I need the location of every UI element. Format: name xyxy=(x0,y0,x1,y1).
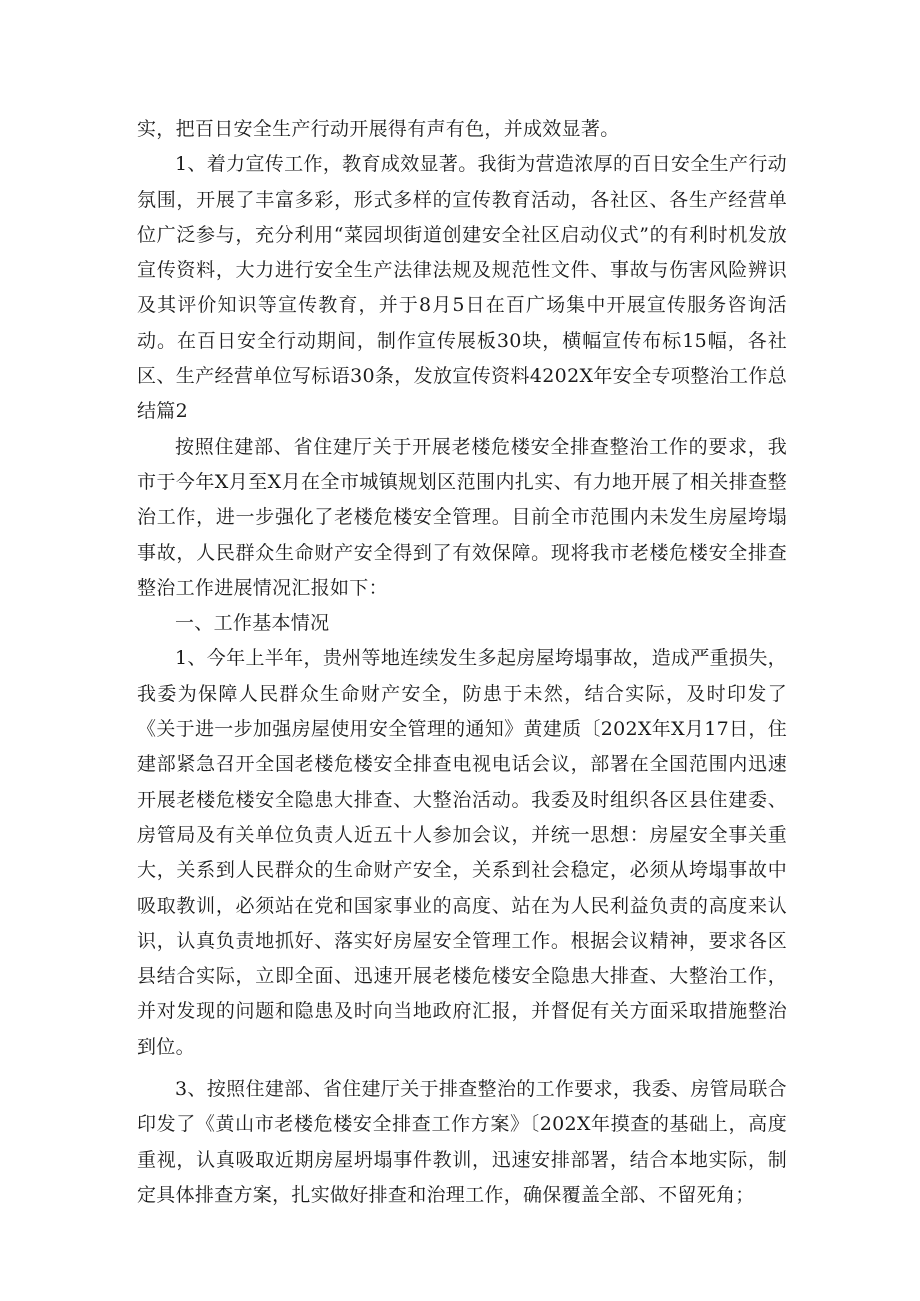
paragraph-item-1: 1、今年上半年，贵州等地连续发生多起房屋垮塌事故，造成严重损失，我委为保障人民群众生命财产安全，防患于未然，结合实际，及时印发了《关于进一步加强房屋使用安全管理的通知》黄建质〔202X年X月17日，住建部紧急召开全国老楼危楼安全排查电视电话会议，部署在全国范围内迅速开展老楼危楼安全隐患大排查、大整治活动。我委及时组织各区县住建委、房管局及有关单位负责人近五十人参加会议，并统一思想：房屋安全事关重大，关系到人民群众的生命财产安全，关系到社会稳定，必须从垮塌事故中吸取教训，必须站在党和国家事业的高度、站在为人民利益负责的高度来认识，认真负责地抓好、落实好房屋安全管理工作。根据会议精神，要求各区县结合实际，立即全面、迅速开展老楼危楼安全隐患大排查、大整治工作，并对发现的问题和隐患及时向当地政府汇报，并督促有关方面采取措施整治到位。 xyxy=(137,647,787,1058)
paragraph-continuation: 实，把百日安全生产行动开展得有声有色，并成效显著。 xyxy=(137,118,620,140)
paragraph-publicity-work: 1、着力宣传工作，教育成效显著。我街为营造浓厚的百日安全生产行动氛围，开展了丰富多彩，形式多样的宣传教育活动，各社区、各生产经营单位广泛参与，充分利用“菜园坝街道创建安全社区启动仪式”的有利时机发放宣传资料，大力进行安全生产法律法规及规范性文件、事故与伤害风险辨识及其评价知识等宣传教育，并于8月5日在百广场集中开展宣传服务咨询活动。在百日安全行动期间，制作宣传展板30块，横幅宣传布标15幅，各社区、生产经营单位写标语30条，发放宣传资料4202X年安全专项整治工作总结篇2 xyxy=(137,153,787,423)
section-heading-basic-situation: 一、工作基本情况 xyxy=(175,612,330,635)
paragraph-item-3: 3、按照住建部、省住建厅关于排查整治的工作要求，我委、房管局联合印发了《黄山市老楼危楼安全排查工作方案》〔202X年摸查的基础上，高度重视，认真吸取近期房屋坍塌事件教训，迅速安排部署，结合本地实际，制定具体排查方案，扎实做好排查和治理工作，确保覆盖全部、不留死角； xyxy=(137,1078,787,1206)
document-body xyxy=(137,112,787,1213)
paragraph-introduction: 按照住建部、省住建厅关于开展老楼危楼安全排查整治工作的要求，我市于今年X月至X月在全市城镇规划区范围内扎实、有力地开展了相关排查整治工作，进一步强化了老楼危楼安全管理。目前全市范围内未发生房屋垮塌事故，人民群众生命财产安全得到了有效保障。现将我市老楼危楼安全排查整治工作进展情况汇报如下： xyxy=(137,435,787,599)
